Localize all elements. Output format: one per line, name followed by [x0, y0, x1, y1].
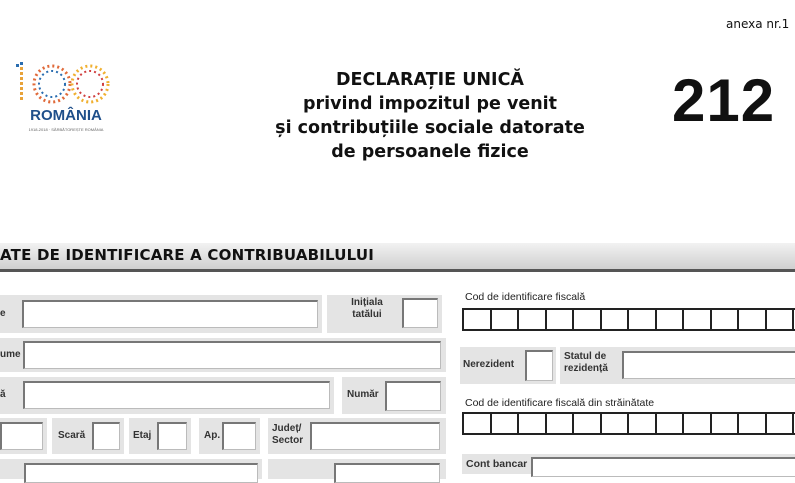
scara-label: Scară	[58, 430, 86, 441]
section-header: ATE DE IDENTIFICARE A CONTRIBUABILULUI	[0, 243, 795, 272]
strada-group	[0, 377, 334, 414]
nerezident-group	[460, 347, 556, 384]
cont-group	[462, 454, 795, 474]
strada-input[interactable]	[23, 381, 330, 409]
digit-cell[interactable]	[462, 412, 490, 435]
logo-graphic-icon	[10, 58, 122, 138]
cont-label: Cont bancar	[466, 458, 528, 470]
digit-cell[interactable]	[545, 412, 573, 435]
nerezident-label: Nerezident	[463, 359, 515, 370]
annex-label: anexa nr.1	[726, 17, 790, 31]
title-line: și contribuțiile sociale datorate	[275, 118, 585, 138]
digit-cell[interactable]	[710, 412, 738, 435]
nerezident-checkbox[interactable]	[525, 350, 553, 381]
title-line: DECLARAȚIE UNICĂ	[336, 70, 524, 90]
digit-cell[interactable]	[682, 308, 710, 331]
bloc-input[interactable]	[0, 422, 43, 450]
digit-cell[interactable]	[765, 412, 793, 435]
romania-100-logo	[10, 58, 122, 138]
judet-label	[272, 423, 303, 447]
digit-cell[interactable]	[765, 308, 793, 331]
statul-label-line: rezidență	[564, 363, 608, 374]
etaj-group	[129, 418, 191, 454]
initiala-input[interactable]	[402, 298, 438, 328]
digit-cell[interactable]	[490, 308, 518, 331]
digit-cell[interactable]	[490, 412, 518, 435]
ap-label: Ap.	[204, 430, 221, 441]
etaj-label: Etaj	[133, 430, 152, 441]
numar-group	[342, 377, 446, 414]
prenume-label: ume	[0, 349, 21, 360]
digit-cell[interactable]	[655, 308, 683, 331]
numar-label: Număr	[347, 389, 379, 400]
strada-label: ă	[0, 389, 6, 400]
digit-cell[interactable]	[545, 308, 573, 331]
initiala-label	[347, 297, 387, 321]
judet-input[interactable]	[310, 422, 440, 450]
cif-strain-label: Cod de identificare fiscală din străinătate	[465, 397, 655, 409]
judet-group	[268, 418, 446, 454]
numar-input[interactable]	[385, 381, 441, 411]
scara-input[interactable]	[92, 422, 120, 450]
localitate-group	[0, 459, 262, 479]
digit-cell[interactable]	[737, 308, 765, 331]
prenume-input[interactable]	[23, 341, 441, 369]
cont-input[interactable]	[531, 457, 795, 477]
nume-input[interactable]	[22, 300, 318, 328]
cif-strain-cells[interactable]	[462, 412, 795, 435]
statul-label-line: Statul de	[564, 351, 607, 362]
cif-cells[interactable]	[462, 308, 795, 331]
initiala-group	[327, 295, 442, 333]
digit-cell[interactable]	[517, 412, 545, 435]
title-line: de persoanele fizice	[331, 142, 529, 162]
digit-cell[interactable]	[737, 412, 765, 435]
etaj-input[interactable]	[157, 422, 187, 450]
nume-label: e	[0, 308, 6, 319]
digit-cell[interactable]	[572, 412, 600, 435]
digit-cell[interactable]	[655, 412, 683, 435]
title-line: privind impozitul pe venit	[302, 94, 558, 114]
initiala-label-line: tatălui	[352, 309, 382, 320]
judet-label-line: Sector	[272, 435, 304, 446]
cif-label: Cod de identificare fiscală	[465, 291, 586, 303]
statul-group	[560, 347, 795, 384]
cod-postal-group	[268, 459, 446, 479]
digit-cell[interactable]	[710, 308, 738, 331]
bloc-group	[0, 418, 47, 454]
prenume-group	[0, 338, 446, 372]
statul-label	[564, 351, 608, 375]
digit-cell[interactable]	[517, 308, 545, 331]
form-title	[250, 68, 610, 164]
scara-group	[52, 418, 124, 454]
digit-cell[interactable]	[682, 412, 710, 435]
cod-postal-input[interactable]	[334, 463, 440, 483]
logo-subtitle: 1918-2018 · SĂRBĂTOREȘTE ROMÂNIA	[28, 127, 104, 132]
logo-text: ROMÂNIA	[30, 107, 102, 124]
statul-input[interactable]	[622, 351, 795, 379]
ap-input[interactable]	[222, 422, 256, 450]
nume-group	[0, 295, 322, 333]
ap-group	[199, 418, 260, 454]
initiala-label-line: Inițiala	[351, 297, 383, 308]
digit-cell[interactable]	[600, 412, 628, 435]
digit-cell[interactable]	[627, 308, 655, 331]
judet-label-line: Județ/	[272, 423, 302, 434]
digit-cell[interactable]	[627, 412, 655, 435]
digit-cell[interactable]	[572, 308, 600, 331]
localitate-input[interactable]	[24, 463, 258, 483]
digit-cell[interactable]	[600, 308, 628, 331]
form-code: 212	[672, 67, 776, 134]
digit-cell[interactable]	[462, 308, 490, 331]
